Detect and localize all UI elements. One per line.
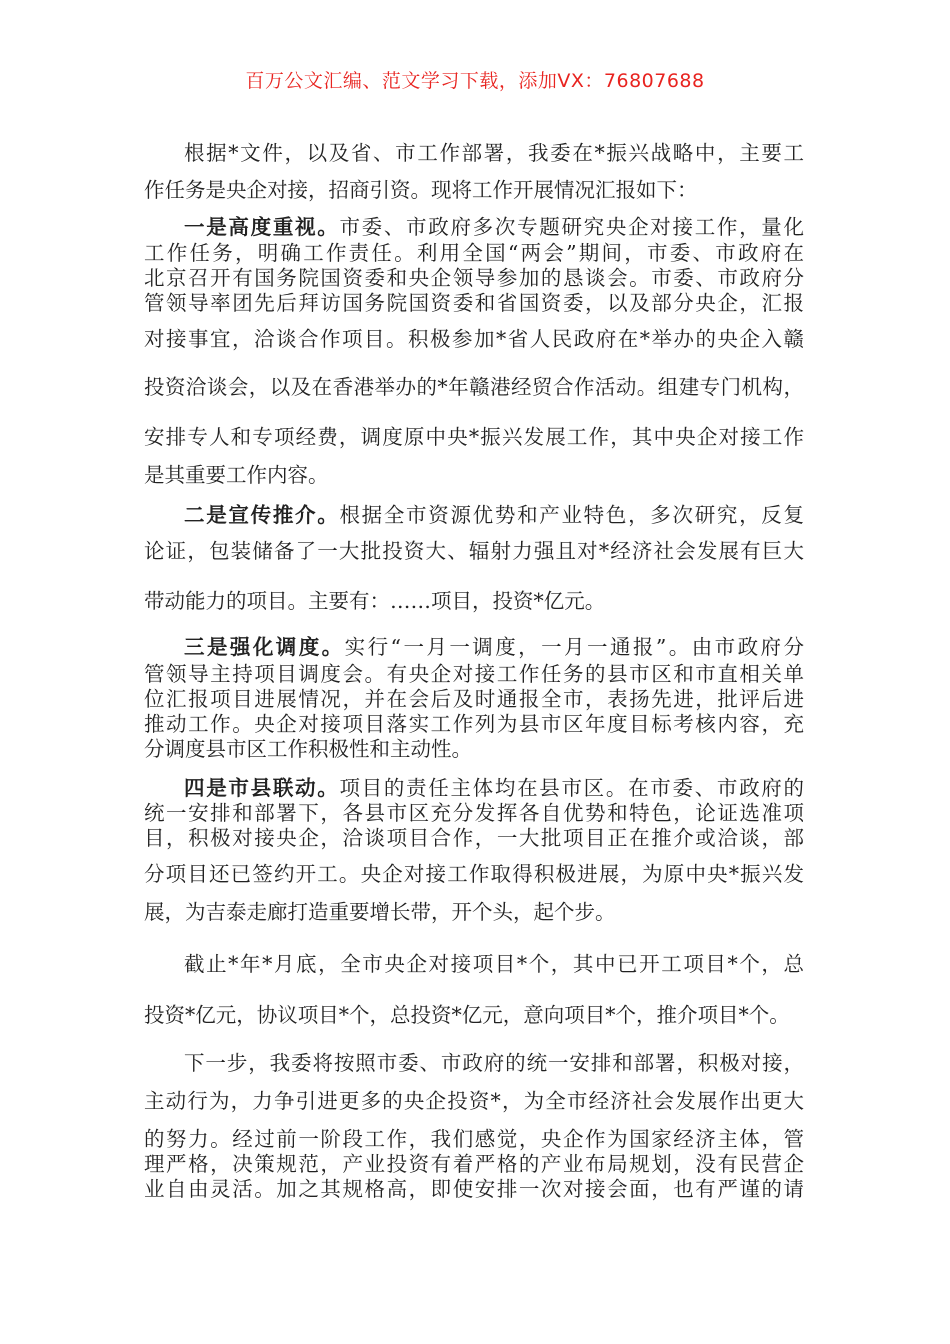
- body-line: 统一安排和部署下，各县市区充分发挥各自优势和特色，论证选准项: [144, 801, 804, 825]
- body-line: 分调度县市区工作积极性和主动性。: [144, 737, 472, 761]
- body-line: 工作任务，明确工作责任。利用全国“两会”期间，市委、市政府在: [144, 241, 804, 265]
- paragraph-heading: 四是市县联动。: [184, 776, 340, 800]
- body-line: 业自由灵活。加之其规格高，即使安排一次对接会面，也有严谨的请: [144, 1177, 804, 1201]
- header-banner: 百万公文汇编、范文学习下载，添加VX：76807688: [245, 70, 705, 92]
- body-line: 理严格，决策规范，产业投资有着严格的产业布局规划，没有民营企: [144, 1152, 804, 1176]
- body-line: 二是宣传推介。根据全市资源优势和产业特色，多次研究，反复: [184, 503, 805, 527]
- body-line: 作任务是央企对接，招商引资。现将工作开展情况汇报如下：: [144, 178, 698, 202]
- body-line: 北京召开有国务院国资委和央企领导参加的恳谈会。市委、市政府分: [144, 266, 804, 290]
- body-line: 安排专人和专项经费，调度原中央*振兴发展工作，其中央企对接工作: [144, 425, 804, 449]
- body-line: 目，积极对接央企，洽谈项目合作，一大批项目正在推介或洽谈，部: [144, 826, 804, 850]
- paragraph-heading: 三是强化调度。: [184, 635, 345, 659]
- body-line: 投资洽谈会，以及在香港举办的*年赣港经贸合作活动。组建专门机构，: [144, 375, 804, 399]
- body-line: 推动工作。央企对接项目落实工作列为县市区年度目标考核内容，充: [144, 712, 804, 736]
- body-line: 下一步，我委将按照市委、市政府的统一安排和部署，积极对接，: [184, 1051, 804, 1075]
- body-line: 主动行为，力争引进更多的央企投资*，为全市经济社会发展作出更大: [144, 1089, 804, 1113]
- body-line: 根据*文件，以及省、市工作部署，我委在*振兴战略中，主要工: [184, 141, 804, 165]
- body-line: 展，为吉泰走廊打造重要增长带，开个头，起个步。: [144, 900, 616, 924]
- body-line: 带动能力的项目。主要有：……项目，投资*亿元。: [144, 589, 606, 613]
- body-line: 对接事宜，洽谈合作项目。积极参加*省人民政府在*举办的央企入赣: [144, 327, 804, 351]
- body-line: 的努力。经过前一阶段工作，我们感觉，央企作为国家经济主体，管: [144, 1127, 804, 1151]
- paragraph-heading: 一是高度重视。: [184, 215, 340, 239]
- paragraph-heading: 二是宣传推介。: [184, 503, 340, 527]
- body-line: 是其重要工作内容。: [144, 463, 329, 487]
- body-line: 投资*亿元，协议项目*个，总投资*亿元，意向项目*个，推介项目*个。: [144, 1003, 790, 1027]
- body-line: 论证，包装储备了一大批投资大、辐射力强且对*经济社会发展有巨大: [144, 539, 804, 563]
- body-line: 一是高度重视。市委、市政府多次专题研究央企对接工作，量化: [184, 215, 805, 239]
- body-line: 管领导主持项目调度会。有央企对接工作任务的县市区和市直相关单: [144, 662, 804, 686]
- body-line: 四是市县联动。项目的责任主体均在县市区。在市委、市政府的: [184, 776, 805, 800]
- body-line: 位汇报项目进展情况，并在会后及时通报全市，表扬先进，批评后进: [144, 687, 804, 711]
- body-line: 管领导率团先后拜访国务院国资委和省国资委，以及部分央企，汇报: [144, 291, 804, 315]
- body-line: 分项目还已签约开工。央企对接工作取得积极进展，为原中央*振兴发: [144, 862, 804, 886]
- body-line: 截止*年*月底，全市央企对接项目*个，其中已开工项目*个，总: [184, 952, 804, 976]
- body-line: 三是强化调度。实行“一月一调度，一月一通报”。由市政府分: [184, 635, 804, 659]
